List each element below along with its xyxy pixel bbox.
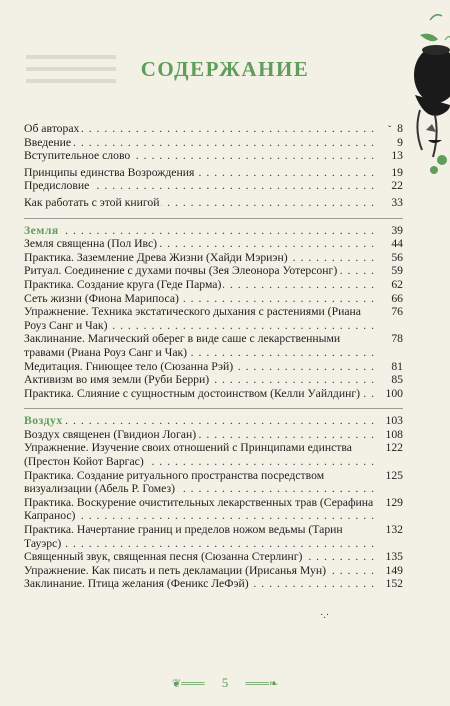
margin-scribble: ·.· (320, 610, 330, 621)
toc-entry-page: 39 (391, 223, 403, 237)
toc-entry-page: 59 (391, 264, 403, 278)
toc-entry (24, 564, 403, 578)
toc-entry-page: 8 (397, 122, 403, 135)
toc-entry (24, 469, 403, 496)
toc-entry-page: 149 (385, 563, 403, 577)
toc-entry (24, 360, 403, 374)
toc-entry (24, 237, 403, 251)
toc-entry-title (24, 224, 375, 238)
toc-entry-text: Практика. Начертание границ и пределов ножом ведьмы (Тарин Тауэрс) (24, 523, 343, 550)
toc-entry (24, 387, 403, 401)
toc-entry-title (24, 237, 375, 251)
toc-entry (24, 292, 403, 306)
toc-entry (24, 149, 403, 163)
toc-entry-page: 44 (391, 237, 403, 251)
toc-entry-text: Воздух (24, 414, 63, 428)
toc-entry (24, 496, 403, 523)
toc-entry-page: 81 (391, 359, 403, 373)
toc-entry-text: Упражнение. Как писать и петь декламации (Ирисанья Мун) (24, 563, 327, 577)
toc-entry-text: Упражнение. Изучение своих отношений с Принципами единства (Престон Койот Варгас) (24, 441, 352, 469)
toc-entry (24, 523, 403, 550)
air-section (24, 408, 403, 591)
toc-entry-title (24, 360, 375, 374)
toc-entry-title (24, 373, 375, 387)
toc-entry-text: Медитация. Гниющее тело (Сюзанна Рэй) (24, 359, 234, 373)
toc-entry-page: 100 (385, 386, 403, 400)
earth-section (24, 218, 403, 401)
leaf-ornament-right: ═══❧ (245, 678, 279, 690)
toc-entry-text: Об авторах (24, 122, 80, 135)
toc-entry-text: Заклинание. Птица желания (Феникс ЛеФэй) (24, 577, 249, 591)
toc-entry-title (24, 251, 375, 265)
toc-entry-title (24, 292, 375, 306)
toc-entry-title (24, 523, 375, 550)
toc-entry-text: Практика. Заземление Древа Жизни (Хайди Мэриэн) (24, 250, 288, 264)
toc-entry-text: Ритуал. Соединение с духами почвы (Зея Элеонора Уотерсонг) (24, 264, 338, 278)
toc-entry-text: Земля (24, 223, 59, 237)
toc-entry-title (24, 332, 375, 359)
toc-entry-title (24, 264, 375, 278)
leaf-ornament-left: ❦═══ (171, 678, 205, 690)
toc-entry-title (24, 577, 375, 591)
toc-entry (24, 278, 403, 292)
toc-entry-page: 66 (391, 291, 403, 305)
page-number: 5 (221, 675, 229, 690)
toc-entry-page: 76 (391, 305, 403, 319)
toc-entry-title (24, 414, 375, 428)
toc-entry-text: Земля священна (Пол Ивс) (24, 237, 158, 251)
toc-entry (24, 196, 403, 210)
toc-entry-title (24, 496, 375, 523)
toc-entry-page: 135 (385, 550, 403, 564)
toc-entry (24, 332, 403, 359)
toc-entry-page: 56 (391, 250, 403, 264)
toc-entry-page: 125 (385, 468, 403, 482)
toc-entry-title (24, 179, 375, 193)
section-heading (24, 414, 403, 428)
toc-entry-title (24, 122, 375, 136)
toc-entry (24, 550, 403, 564)
toc-entry-page: 13 (391, 149, 403, 163)
toc-entry-title (24, 428, 375, 442)
toc-entry (24, 577, 403, 591)
toc-entry-title (24, 550, 375, 564)
toc-entry-text: Упражнение. Техника экстатического дыхания с растениями (Риана Роуз Санг и Чак) (24, 305, 361, 332)
toc-entry-page: 22 (391, 179, 403, 193)
toc-entry-title (24, 564, 375, 578)
toc-entry-title (24, 387, 375, 401)
toc-entry-title (24, 166, 375, 180)
toc-entry-title (24, 196, 375, 210)
page-title: СОДЕРЖАНИЕ (140, 57, 310, 81)
toc-entry (24, 373, 403, 387)
toc-entry-text: Сеть жизни (Фиона Марипоса) (24, 291, 179, 305)
toc-entry-text: Введение (24, 135, 72, 149)
toc-entry-page: 108 (385, 427, 403, 441)
toc-entry-text: Активизм во имя земли (Руби Берри) (24, 373, 210, 387)
toc-entry-text: Как работать с этой книгой (24, 195, 160, 209)
toc-entry-page: 85 (391, 373, 403, 387)
toc-entry (24, 166, 403, 180)
toc-entry-text: Принципы единства Возрождения (24, 165, 195, 179)
toc-entry (24, 251, 403, 265)
toc-entry (24, 179, 403, 193)
toc-entry (24, 122, 403, 136)
toc-entry (24, 428, 403, 442)
toc-entry-page: 132 (385, 523, 403, 537)
toc-entry-text: Практика. Слияние с сущностным достоинством (Келли Уайлдинг) (24, 386, 361, 400)
toc-entry (24, 264, 403, 278)
toc-entry-page: 122 (385, 441, 403, 455)
toc-entry-text: Практика. Создание круга (Геде Парма) (24, 277, 222, 291)
toc-entry-title (24, 278, 375, 292)
toc-entry-page: 78 (391, 332, 403, 346)
front-matter-section (24, 122, 403, 210)
table-of-contents (24, 122, 403, 591)
toc-entry-text: Практика. Воскурение очистительных лекарственных трав (Серафина Капранос) (24, 495, 374, 523)
toc-entry-title (24, 136, 375, 150)
toc-entry-title (24, 149, 375, 163)
toc-entry-text: Предисловие (24, 179, 90, 193)
toc-entry (24, 136, 403, 150)
toc-entry-text: Священный звук, священная песня (Сюзанна Стерлинг) (24, 550, 303, 564)
toc-entry-page: 9 (397, 135, 403, 149)
toc-entry-title (24, 305, 375, 332)
toc-entry-text: Вступительное слово (24, 149, 131, 163)
toc-entry-page: 33 (391, 195, 403, 209)
page-footer (0, 675, 450, 691)
toc-entry-page: 129 (385, 495, 403, 509)
toc-entry-text: Воздух священен (Гвидион Логан) (24, 427, 197, 441)
toc-entry-page: 152 (385, 577, 403, 591)
section-heading (24, 224, 403, 238)
toc-entry (24, 305, 403, 332)
toc-entry-page: 19 (391, 165, 403, 179)
toc-entry-text: Заклинание. Магический оберег в виде саше с лекарственными травами (Риана Роуз Санг и Чак) (24, 332, 341, 359)
toc-entry-title (24, 441, 375, 468)
toc-entry-page: 103 (385, 414, 403, 428)
toc-entry-text: Практика. Создание ритуального пространства посредством визуализации (Абель Р. Гомез) (24, 468, 325, 496)
toc-entry (24, 441, 403, 468)
toc-entry-page: 62 (391, 277, 403, 291)
toc-entry-title (24, 469, 375, 496)
margin-mark: ˇ (388, 125, 392, 136)
